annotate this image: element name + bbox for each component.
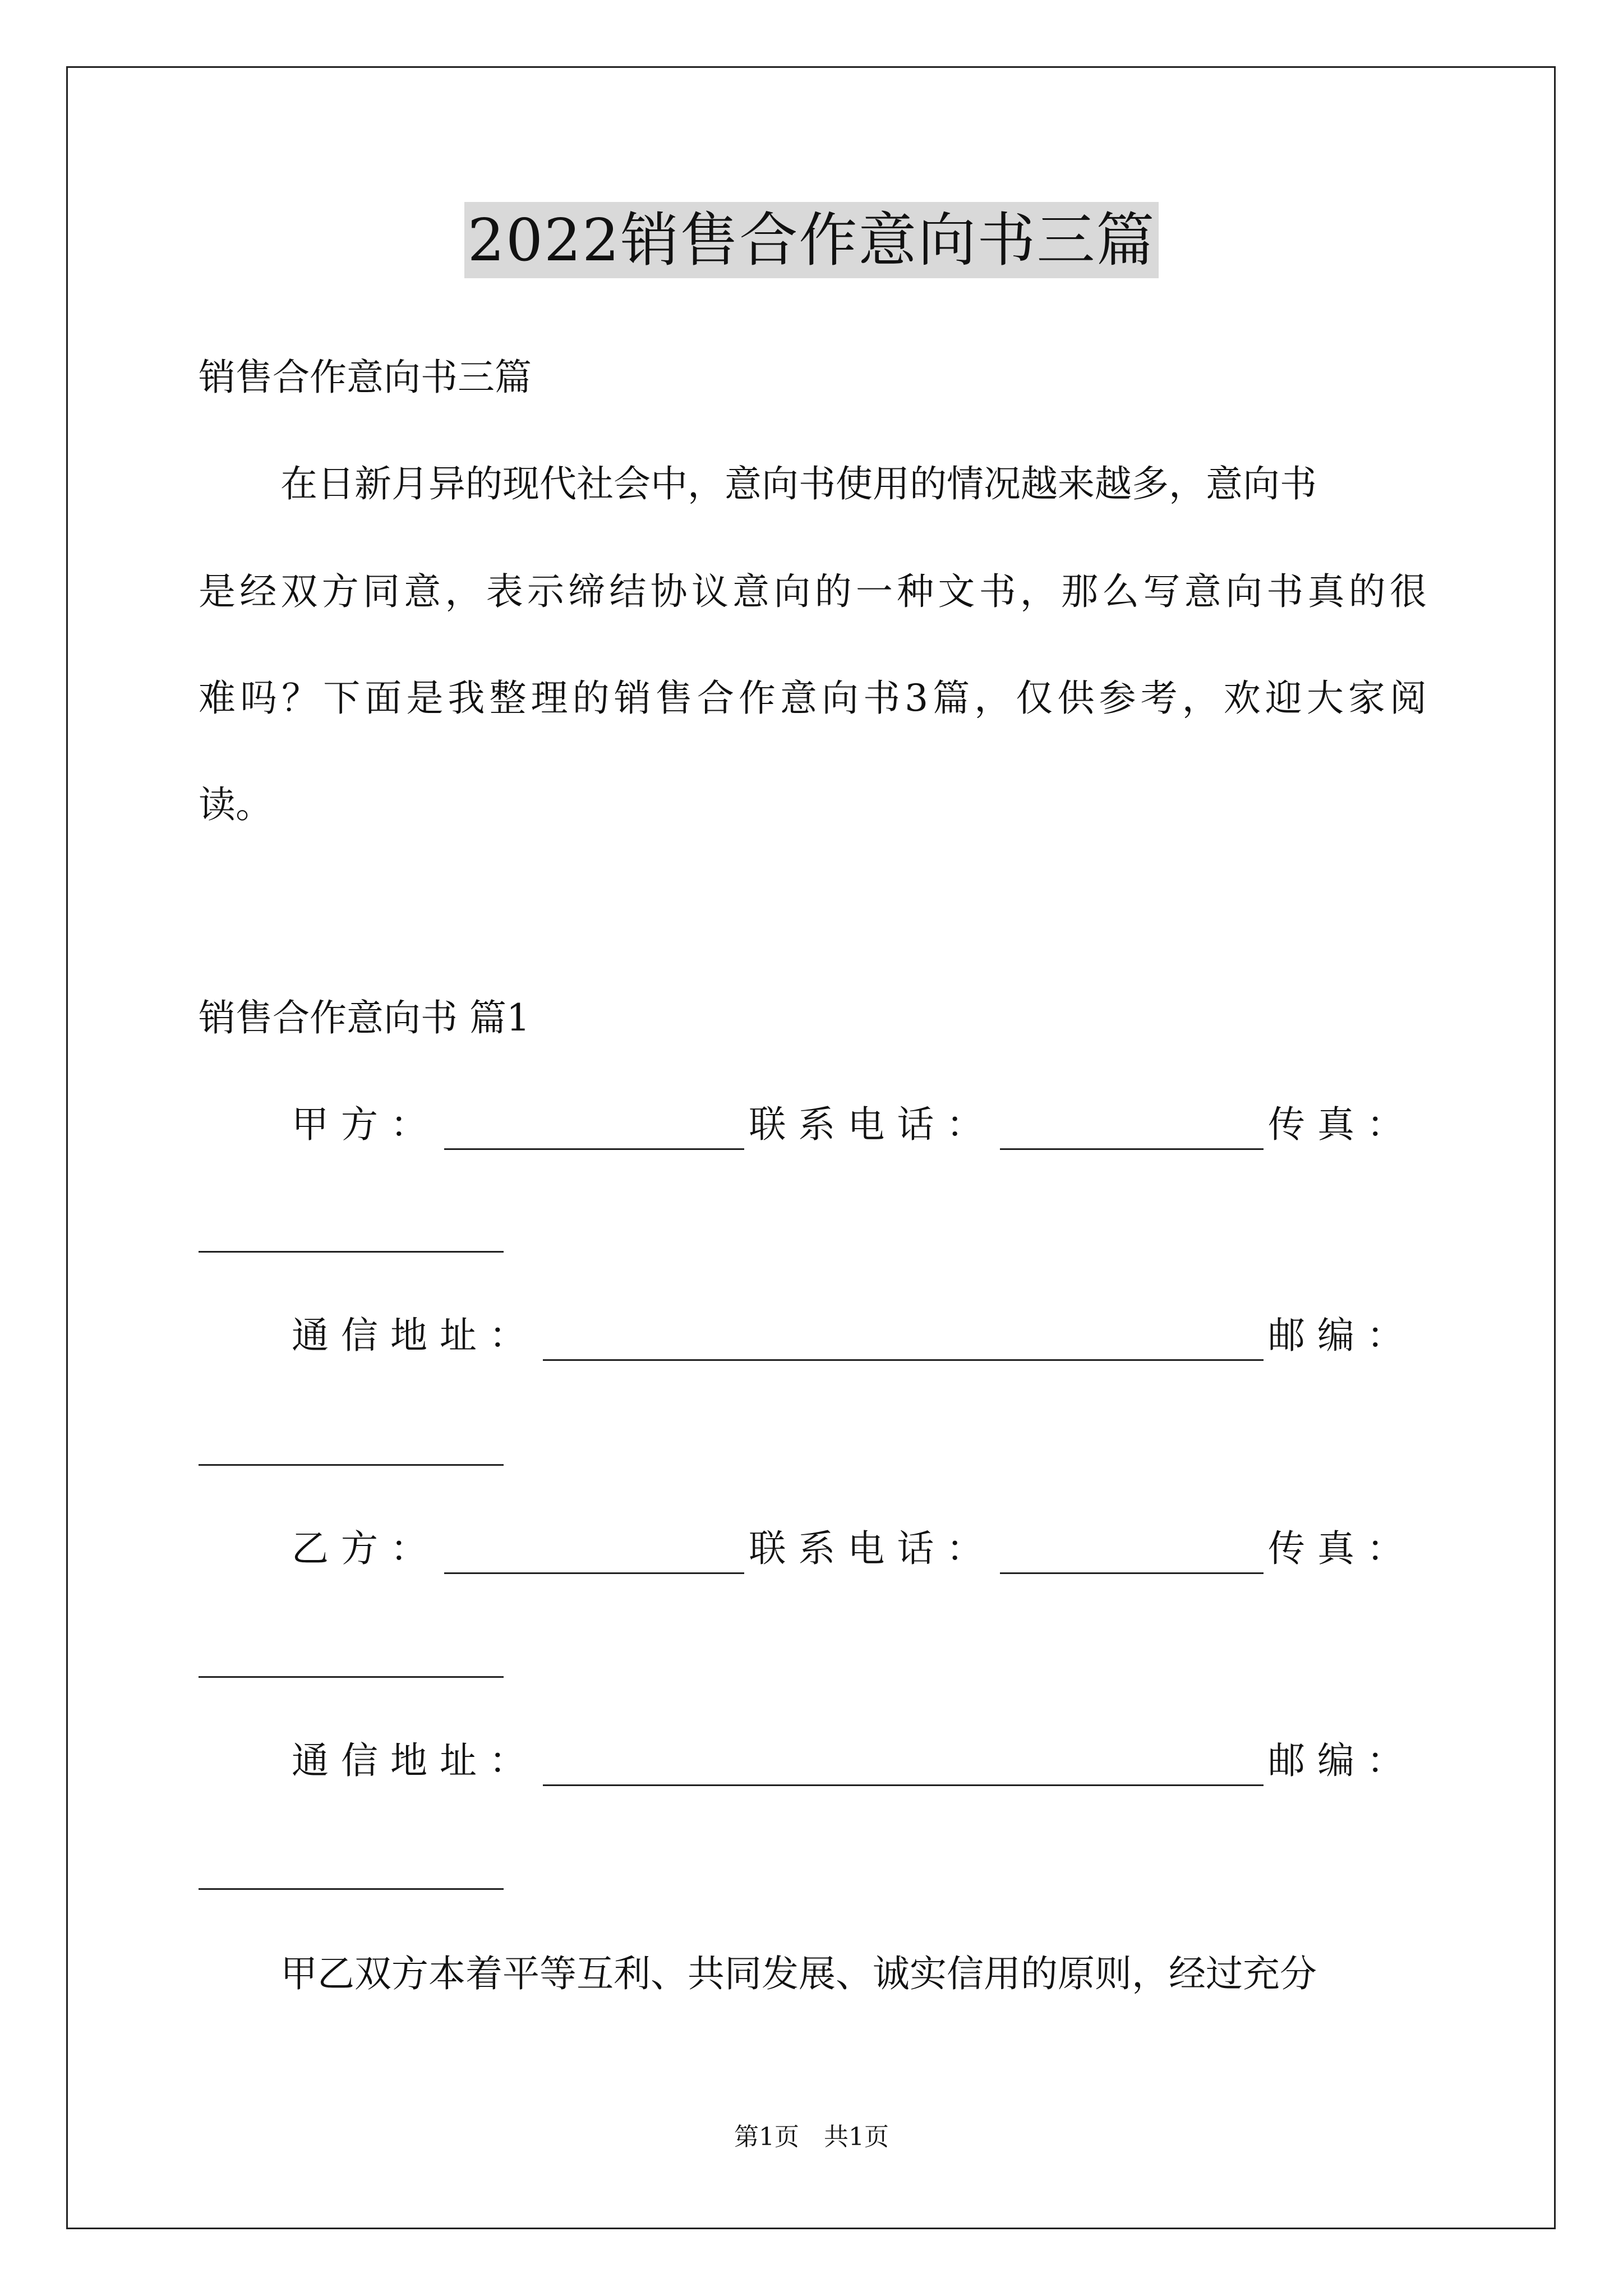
party-a-phone-label: 联系电话：	[749, 1103, 996, 1146]
party-a-fax-label: 传真：	[1268, 1103, 1416, 1146]
intro-line-2: 是经双方同意，表示缔结协议意向的一种文书，那么写意向书真的很	[199, 570, 1427, 613]
party-a-postcode-blank	[199, 1464, 504, 1466]
party-b-fax-label: 传真：	[1268, 1527, 1416, 1570]
party-a-fax-blank	[199, 1251, 504, 1253]
party-a-postcode-label: 邮编：	[1268, 1314, 1416, 1357]
party-b-blank	[444, 1538, 744, 1574]
party-a-blank	[444, 1114, 744, 1150]
party-b-address-label: 通信地址：	[292, 1739, 538, 1782]
party-b-label: 乙方：	[292, 1527, 440, 1570]
page-footer: 第1页 共1页	[734, 2123, 889, 2151]
party-a-address-label: 通信地址：	[292, 1314, 538, 1357]
intro-line-3: 难吗？下面是我整理的销售合作意向书3篇，仅供参考，欢迎大家阅	[199, 677, 1427, 720]
title-block	[0, 202, 1623, 278]
document-title: 2022销售合作意向书三篇	[464, 202, 1159, 278]
party-a-label: 甲方：	[292, 1103, 440, 1146]
party-a-row	[292, 1099, 1416, 1150]
party-a-address-blank	[543, 1324, 1264, 1361]
party-b-address-blank	[543, 1750, 1264, 1786]
intro-line-4: 读。	[199, 783, 273, 826]
party-b-postcode-label: 邮编：	[1268, 1739, 1416, 1782]
section-heading: 销售合作意向书 篇1	[199, 996, 530, 1039]
intro-line-1: 在日新月异的现代社会中，意向书使用的情况越来越多，意向书	[280, 462, 1317, 505]
party-b-address-row	[292, 1736, 1416, 1786]
party-a-phone-blank	[1000, 1114, 1264, 1150]
closing-line: 甲乙双方本着平等互利、共同发展、诚实信用的原则，经过充分	[280, 1952, 1317, 1995]
party-a-address-row	[292, 1310, 1416, 1361]
party-b-phone-label: 联系电话：	[749, 1527, 996, 1570]
party-b-phone-blank	[1000, 1538, 1264, 1574]
document-subtitle: 销售合作意向书三篇	[199, 356, 532, 399]
party-b-fax-blank	[199, 1676, 504, 1678]
party-b-postcode-blank	[199, 1888, 504, 1890]
party-b-row	[292, 1524, 1416, 1574]
